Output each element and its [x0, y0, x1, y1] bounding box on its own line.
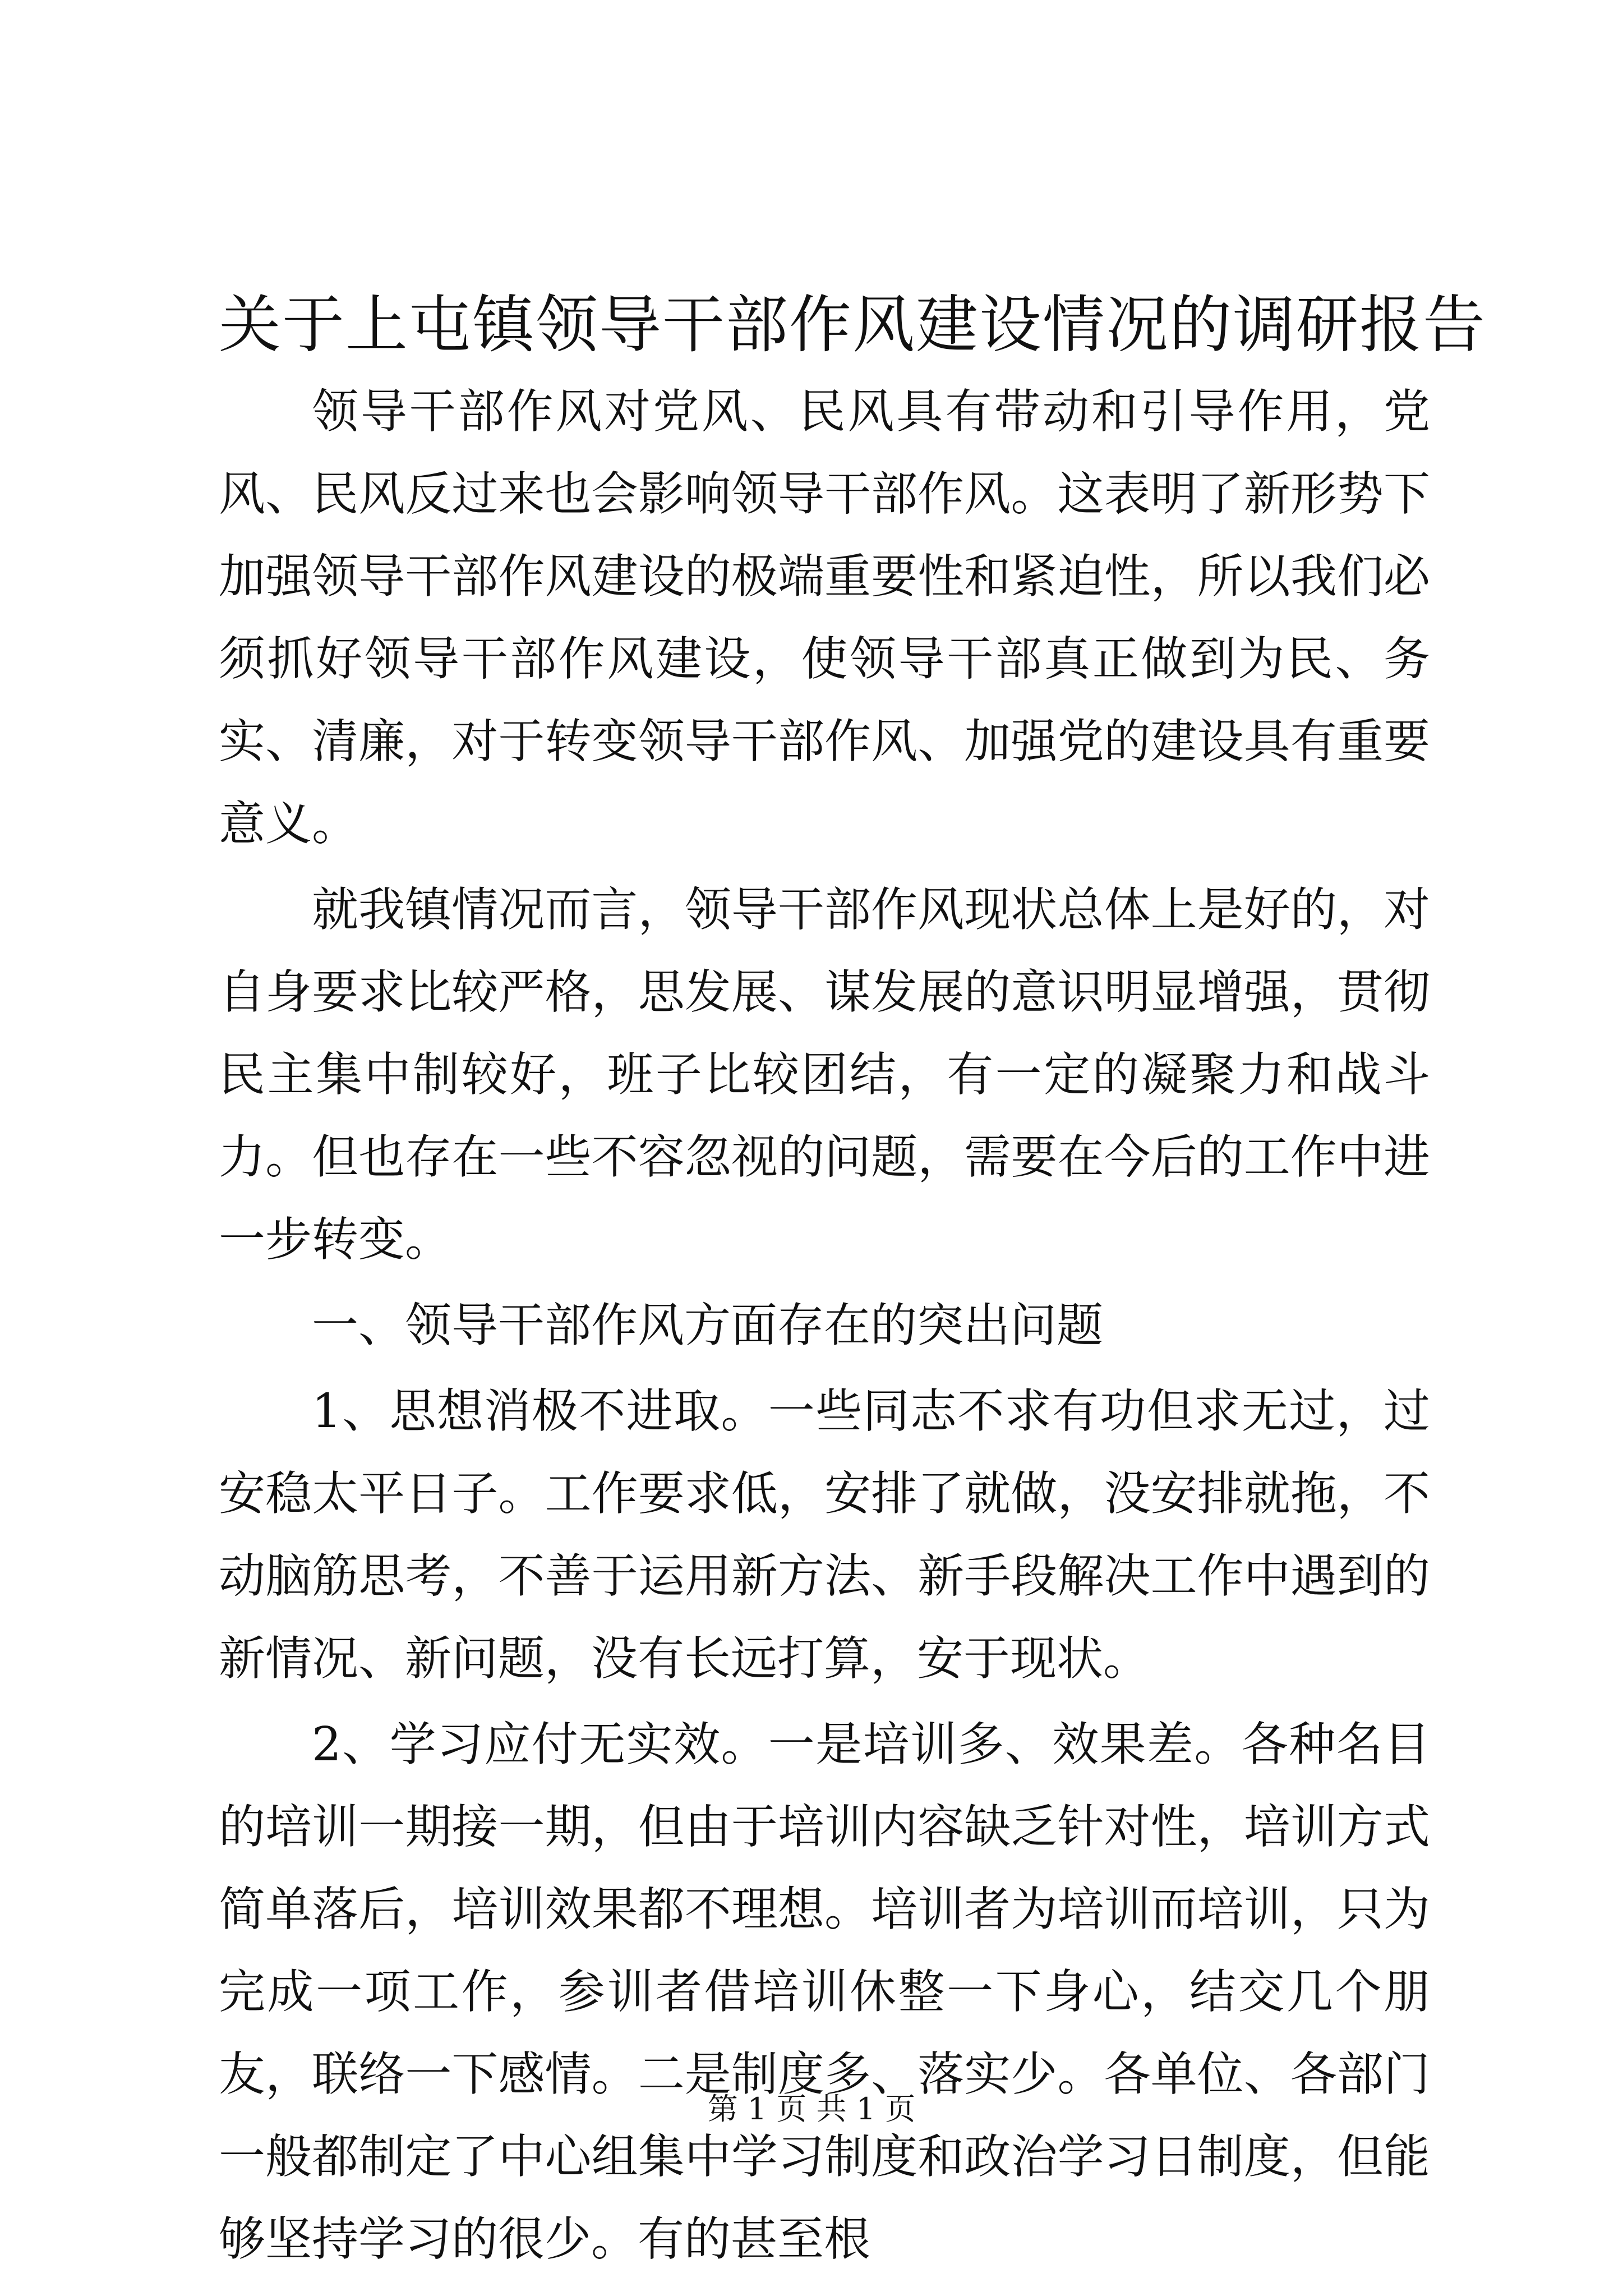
document-body [219, 370, 1430, 2284]
document-title: 关于上屯镇领导干部作风建设情况的调研报告 [219, 289, 1487, 361]
paragraph-point-2: 2、学习应付无实效。一是培训多、效果差。各种名目的培训一期接一期，但由于培训内容缺乏针对性，培训方式简单落后，培训效果都不理想。培训者为培训而培训，只为完成一项工作，参训者借培训休整一下身心，结交几个朋友，联络一下感情。二是制度多、落实少。各单位、各部门一般都制定了中心组集中学习制度和政治学习日制度，但能够坚持学习的很少。有的甚至根 [219, 1717, 1430, 2266]
paragraph-intro: 领导干部作风对党风、民风具有带动和引导作用，党风、民风反过来也会影响领导干部作风。这表明了新形势下加强领导干部作风建设的极端重要性和紧迫性，所以我们必须抓好领导干部作风建设，使领导干部真正做到为民、务实、清廉，对于转变领导干部作风、加强党的建设具有重要意义。 [219, 384, 1430, 851]
page-footer: 第 1 页 共 1 页 [707, 2091, 916, 2127]
paragraph-situation: 就我镇情况而言，领导干部作风现状总体上是好的，对自身要求比较严格，思发展、谋发展的意识明显增强，贯彻民主集中制较好，班子比较团结，有一定的凝聚力和战斗力。但也存在一些不容忽视的问题，需要在今后的工作中进一步转变。 [219, 882, 1430, 1267]
paragraph-point-1: 1、思想消极不进取。一些同志不求有功但求无过，过安稳太平日子。工作要求低，安排了就做，没安排就拖，不动脑筋思考，不善于运用新方法、新手段解决工作中遇到的新情况、新问题，没有长远打算，安于现状。 [219, 1384, 1430, 1686]
section-heading: 一、领导干部作风方面存在的突出问题 [312, 1298, 1103, 1352]
